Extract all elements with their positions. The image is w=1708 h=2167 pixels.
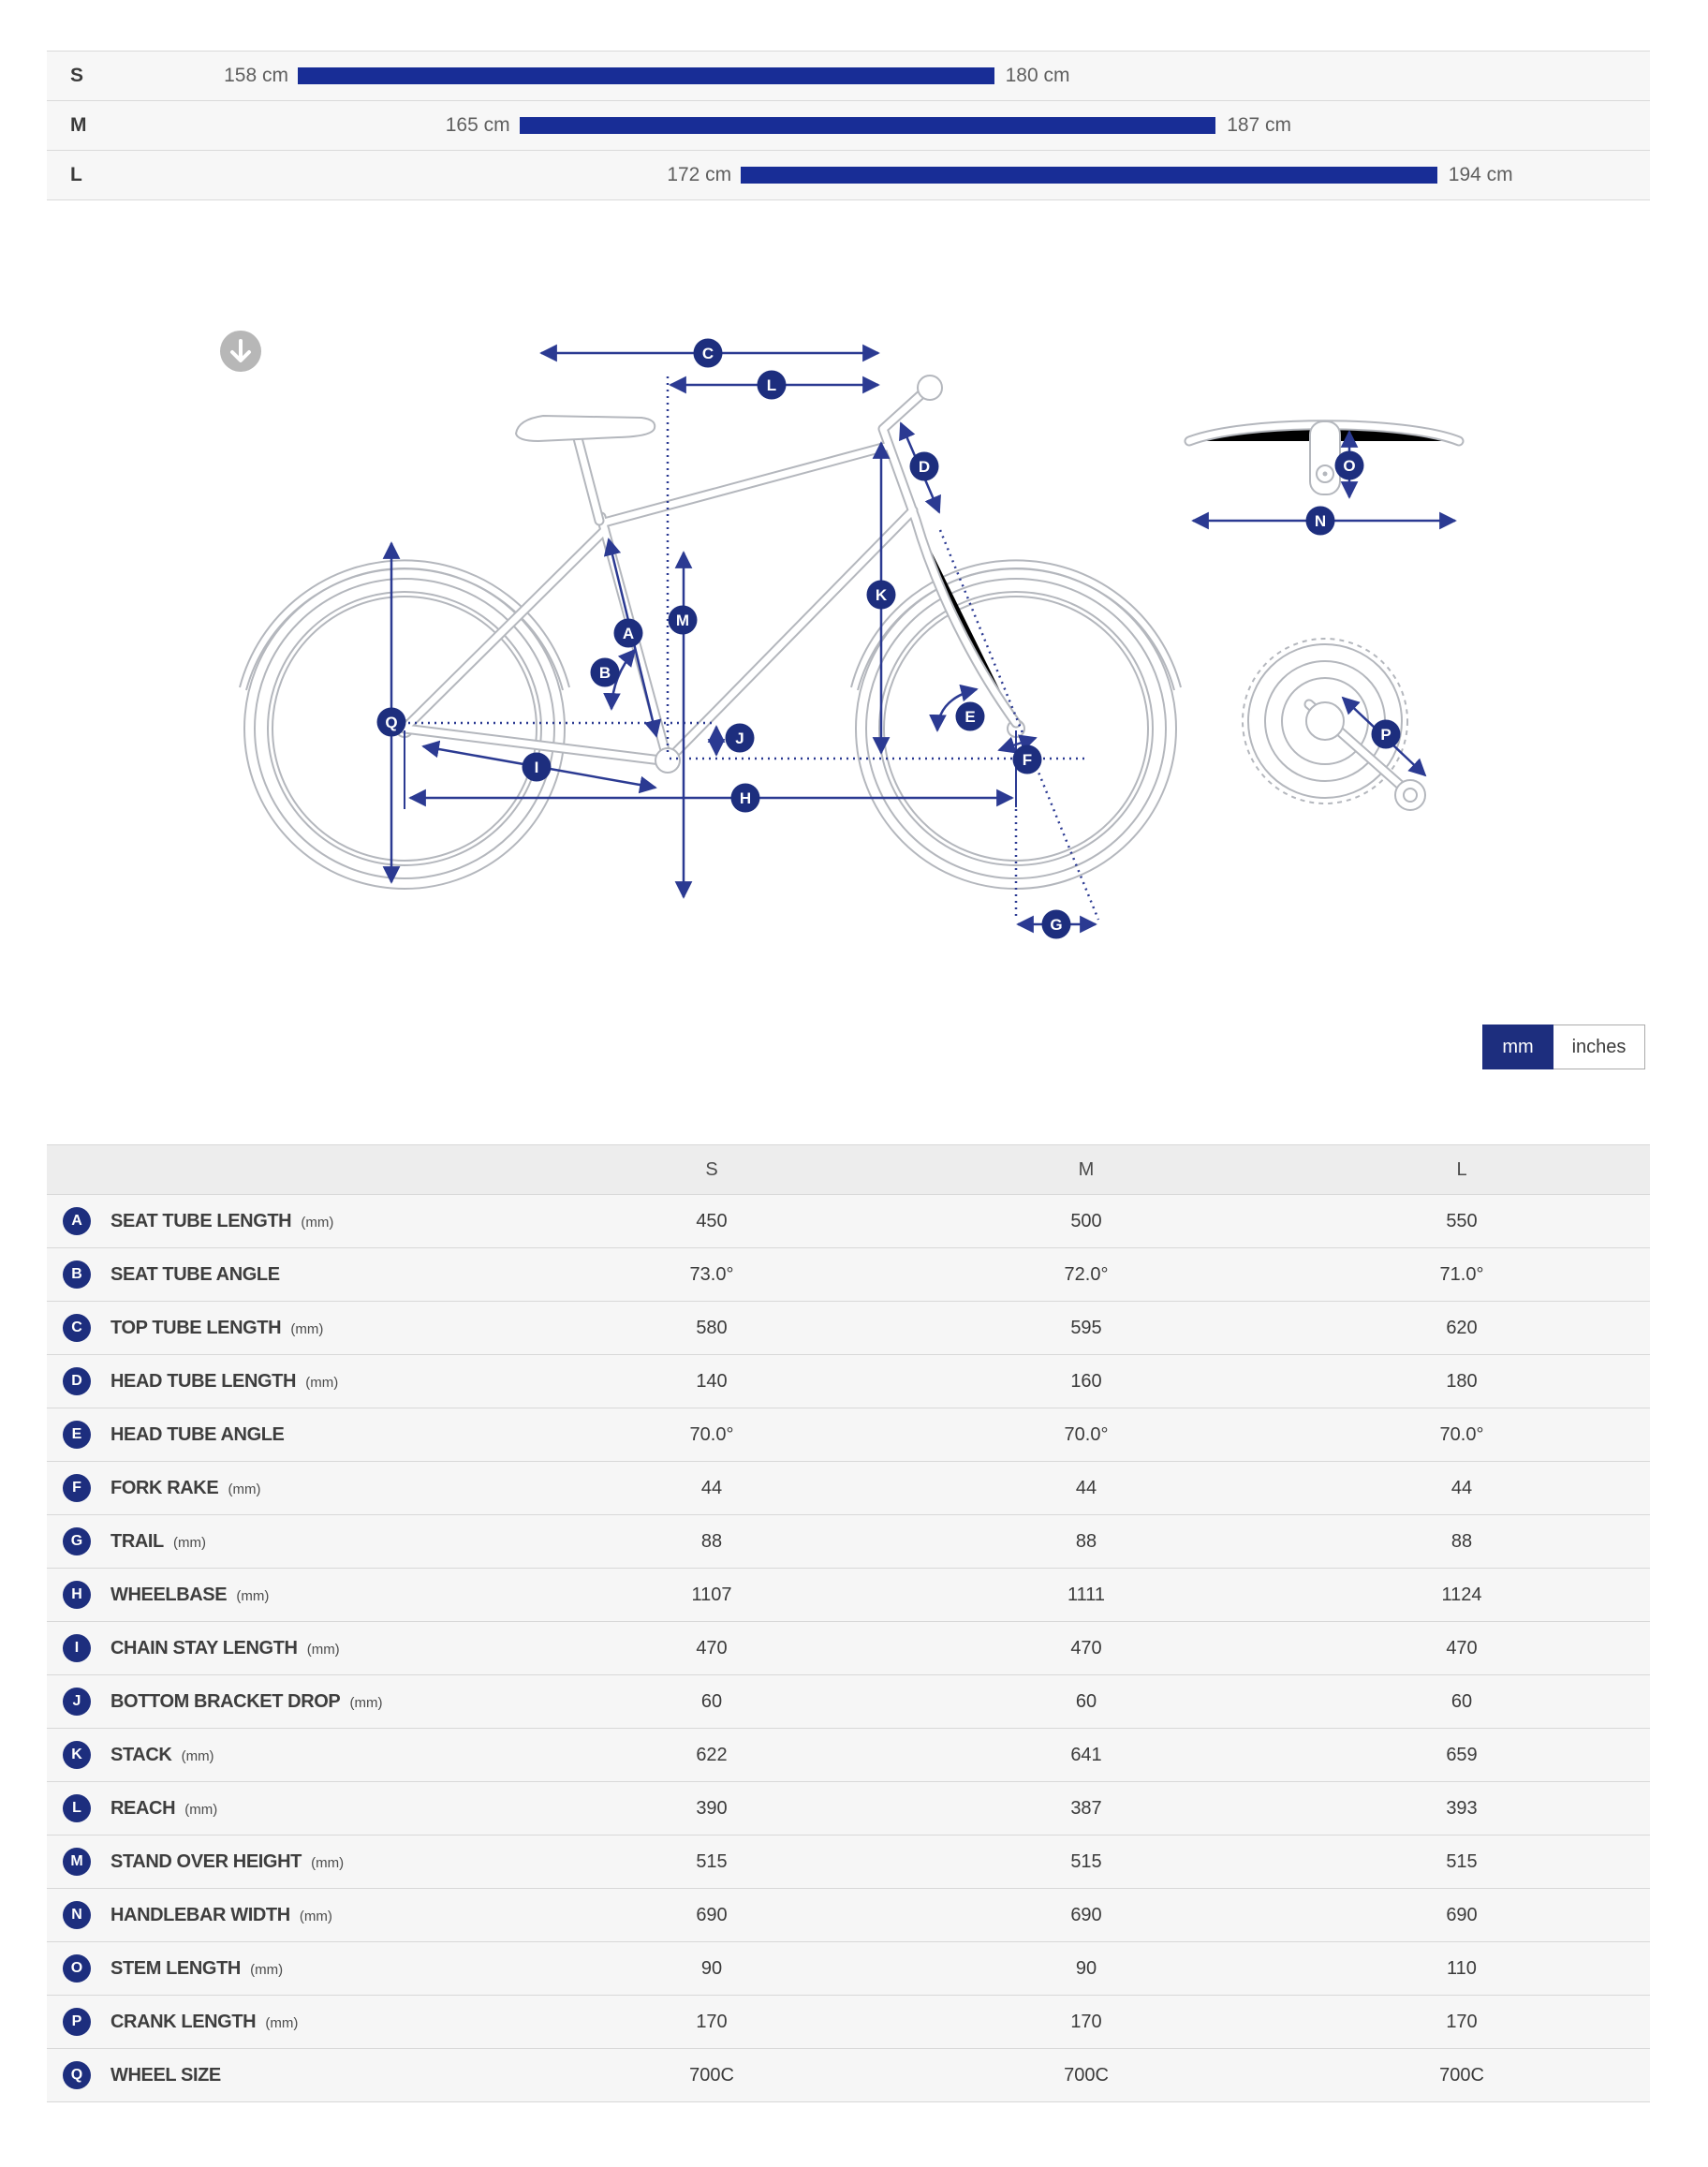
value-cell: 515 (1446, 1850, 1478, 1872)
crankset-detail (1243, 639, 1425, 810)
diagram-badge-Q (377, 708, 406, 737)
geometry-table (47, 1144, 1650, 2102)
letter-badge: N (63, 1901, 91, 1929)
value-cell: 88 (700, 1530, 723, 1552)
svg-text:M: M (675, 612, 690, 629)
value-cell: 73.0° (689, 1263, 734, 1285)
column-header: M (1078, 1158, 1095, 1180)
value-cell: 170 (1446, 2011, 1478, 2032)
value-cell: 44 (700, 1477, 723, 1498)
svg-text:Q: Q (385, 714, 398, 731)
row-label-cell (47, 1474, 524, 1502)
value-cell: 515 (696, 1850, 728, 1872)
svg-text:O: O (1343, 457, 1356, 475)
row-label: TRAIL (mm) (110, 1530, 207, 1552)
column-header: S (705, 1158, 718, 1180)
row-unit: (mm) (346, 1694, 383, 1711)
table-row (47, 1247, 1650, 1301)
row-label-cell (47, 1527, 524, 1555)
row-label-cell (47, 1848, 524, 1876)
row-unit: (mm) (287, 1320, 324, 1337)
range-min-label: 165 cm (445, 114, 510, 136)
diagram-badge-P (1372, 720, 1401, 749)
row-label: SEAT TUBE ANGLE (110, 1263, 280, 1285)
value-cell: 700C (689, 2064, 734, 2086)
column-header: L (1456, 1158, 1467, 1180)
row-unit: (mm) (181, 1801, 218, 1818)
row-unit: (mm) (295, 1908, 332, 1924)
value-cell: 44 (1450, 1477, 1473, 1498)
inches-button[interactable]: inches (1553, 1025, 1645, 1069)
row-label-cell (47, 1207, 524, 1235)
diagram-badge-E (956, 702, 985, 731)
bike-frame (405, 376, 1016, 773)
row-label: TOP TUBE LENGTH (mm) (110, 1317, 324, 1338)
value-cell: 1124 (1441, 1584, 1482, 1605)
table-row (47, 1888, 1650, 1941)
download-button[interactable] (220, 331, 261, 372)
diagram-badge-O (1335, 451, 1364, 480)
value-cell: 580 (696, 1317, 728, 1338)
row-label-cell (47, 1634, 524, 1662)
value-cell: 71.0° (1439, 1263, 1484, 1285)
value-cell: 60 (700, 1690, 723, 1712)
row-unit: (mm) (297, 1214, 334, 1231)
svg-text:K: K (875, 586, 888, 604)
range-min-label: 158 cm (224, 65, 288, 86)
svg-text:A: A (622, 625, 635, 642)
table-row (47, 1781, 1650, 1835)
row-label: STACK (mm) (110, 1744, 214, 1765)
row-label-cell (47, 1794, 524, 1822)
row-label: BOTTOM BRACKET DROP (mm) (110, 1690, 383, 1712)
letter-badge: J (63, 1688, 91, 1716)
value-cell: 1107 (691, 1584, 732, 1605)
row-unit: (mm) (245, 1961, 284, 1978)
table-row (47, 1728, 1650, 1781)
svg-text:I: I (534, 759, 539, 776)
svg-text:F: F (1022, 751, 1033, 769)
mm-button[interactable]: mm (1482, 1025, 1553, 1069)
range-min-label: 172 cm (667, 164, 732, 185)
letter-badge: H (63, 1581, 91, 1609)
diagram-badge-J (726, 724, 755, 753)
value-cell: 470 (696, 1637, 728, 1658)
diagram-badge-I (523, 753, 552, 782)
row-unit: (mm) (302, 1641, 340, 1658)
table-row (47, 1568, 1650, 1621)
value-cell: 595 (1070, 1317, 1102, 1338)
row-label-cell (47, 1901, 524, 1929)
value-cell: 470 (1070, 1637, 1102, 1658)
table-row (47, 1194, 1650, 1247)
diagram-badge-H (731, 784, 760, 813)
value-cell: 641 (1070, 1744, 1102, 1765)
value-cell: 90 (700, 1957, 723, 1979)
table-row (47, 2048, 1650, 2101)
table-row (47, 1301, 1650, 1354)
table-row (47, 1354, 1650, 1408)
row-label-cell (47, 1688, 524, 1716)
value-cell: 390 (696, 1797, 728, 1819)
range-max-label: 187 cm (1227, 114, 1292, 136)
row-label: REACH (mm) (110, 1797, 218, 1819)
diagram-badge-L (758, 371, 787, 400)
diagram-badge-D (910, 452, 939, 481)
row-unit: (mm) (232, 1587, 270, 1604)
value-cell: 450 (696, 1210, 728, 1231)
row-label: CHAIN STAY LENGTH (mm) (110, 1637, 340, 1658)
svg-text:J: J (735, 730, 744, 747)
row-unit: (mm) (169, 1534, 207, 1551)
row-label: WHEELBASE (mm) (110, 1584, 270, 1605)
table-row (47, 1621, 1650, 1674)
svg-text:L: L (766, 376, 777, 394)
value-cell: 70.0° (1439, 1423, 1484, 1445)
letter-badge: G (63, 1527, 91, 1555)
value-cell: 700C (1064, 2064, 1109, 2086)
value-cell: 140 (696, 1370, 728, 1392)
geometry-diagram (0, 0, 1708, 974)
row-label: STAND OVER HEIGHT (mm) (110, 1850, 345, 1872)
value-cell: 110 (1447, 1957, 1477, 1979)
row-unit: (mm) (302, 1374, 339, 1391)
table-row (47, 1514, 1650, 1568)
row-label-cell (47, 1260, 524, 1289)
letter-badge: I (63, 1634, 91, 1662)
value-cell: 88 (1075, 1530, 1097, 1552)
letter-badge: O (63, 1954, 91, 1983)
value-cell: 470 (1446, 1637, 1478, 1658)
range-max-label: 194 cm (1448, 164, 1513, 185)
handlebar-grip (918, 376, 942, 400)
value-cell: 170 (1070, 2011, 1102, 2032)
value-cell: 60 (1075, 1690, 1097, 1712)
saddle (516, 416, 655, 441)
value-cell: 90 (1075, 1957, 1097, 1979)
size-label: S (70, 65, 84, 86)
row-label-cell (47, 1367, 524, 1395)
value-cell: 690 (1446, 1904, 1478, 1925)
value-cell: 550 (1446, 1210, 1478, 1231)
value-cell: 1111 (1067, 1584, 1106, 1605)
value-cell: 160 (1070, 1370, 1102, 1392)
value-cell: 700C (1439, 2064, 1484, 2086)
svg-text:N: N (1314, 512, 1327, 530)
row-label: HEAD TUBE ANGLE (110, 1423, 285, 1445)
row-label-cell (47, 1421, 524, 1449)
value-cell: 60 (1450, 1690, 1473, 1712)
letter-badge: K (63, 1741, 91, 1769)
value-cell: 170 (696, 2011, 728, 2032)
letter-badge: C (63, 1314, 91, 1342)
row-label-cell (47, 2061, 524, 2089)
value-cell: 622 (696, 1744, 728, 1765)
row-label: SEAT TUBE LENGTH (mm) (110, 1210, 334, 1231)
row-label-cell (47, 1954, 524, 1983)
svg-text:P: P (1380, 726, 1391, 744)
table-row (47, 1835, 1650, 1888)
letter-badge: M (63, 1848, 91, 1876)
value-cell: 690 (1070, 1904, 1102, 1925)
size-label: M (70, 114, 87, 136)
row-unit: (mm) (261, 2014, 299, 2031)
row-label: CRANK LENGTH (mm) (110, 2011, 299, 2032)
table-row (47, 1674, 1650, 1728)
table-row (47, 1941, 1650, 1995)
table-header-row (47, 1145, 1650, 1194)
svg-text:G: G (1050, 916, 1063, 934)
row-label: FORK RAKE (mm) (110, 1477, 261, 1498)
row-unit: (mm) (224, 1481, 261, 1497)
row-label: WHEEL SIZE (110, 2064, 221, 2086)
svg-text:H: H (739, 789, 752, 807)
value-cell: 515 (1070, 1850, 1102, 1872)
value-cell: 393 (1446, 1797, 1478, 1819)
svg-text:C: C (701, 345, 714, 362)
letter-badge: B (63, 1260, 91, 1289)
row-label-cell (47, 1581, 524, 1609)
row-label-cell (47, 1741, 524, 1769)
value-cell: 70.0° (689, 1423, 734, 1445)
table-row (47, 1461, 1650, 1514)
value-cell: 180 (1446, 1370, 1478, 1392)
units-toggle (1482, 1025, 1645, 1069)
letter-badge: L (63, 1794, 91, 1822)
row-label: STEM LENGTH (mm) (110, 1957, 284, 1979)
range-max-label: 180 cm (1005, 65, 1070, 86)
diagram-badge-M (669, 606, 698, 635)
handlebar-detail (1189, 421, 1459, 494)
svg-text:E: E (964, 708, 976, 726)
diagram-badge-G (1042, 910, 1071, 939)
row-label-cell (47, 1314, 524, 1342)
value-cell: 500 (1070, 1210, 1102, 1231)
diagram-badge-N (1306, 507, 1335, 536)
value-cell: 620 (1446, 1317, 1478, 1338)
table-row (47, 1995, 1650, 2048)
row-label-cell (47, 2008, 524, 2036)
letter-badge: D (63, 1367, 91, 1395)
value-cell: 70.0° (1064, 1423, 1109, 1445)
diagram-badge-B (591, 658, 620, 687)
value-cell: 72.0° (1064, 1263, 1109, 1285)
diagram-badge-C (694, 339, 723, 368)
value-cell: 690 (696, 1904, 728, 1925)
row-label: HEAD TUBE LENGTH (mm) (110, 1370, 339, 1392)
row-unit: (mm) (177, 1747, 214, 1764)
diagram-badge-A (614, 619, 643, 648)
row-label: HANDLEBAR WIDTH (mm) (110, 1904, 332, 1925)
diagram-badge-K (867, 581, 896, 610)
svg-text:B: B (598, 664, 611, 682)
letter-badge: P (63, 2008, 91, 2036)
value-cell: 659 (1446, 1744, 1478, 1765)
size-label: L (70, 164, 82, 185)
letter-badge: E (63, 1421, 91, 1449)
value-cell: 44 (1075, 1477, 1097, 1498)
letter-badge: F (63, 1474, 91, 1502)
diagram-badge-F (1013, 745, 1042, 774)
value-cell: 387 (1070, 1797, 1102, 1819)
row-unit: (mm) (306, 1854, 345, 1871)
value-cell: 88 (1450, 1530, 1473, 1552)
letter-badge: Q (63, 2061, 91, 2089)
table-row (47, 1408, 1650, 1461)
letter-badge: A (63, 1207, 91, 1235)
svg-text:D: D (918, 458, 931, 476)
